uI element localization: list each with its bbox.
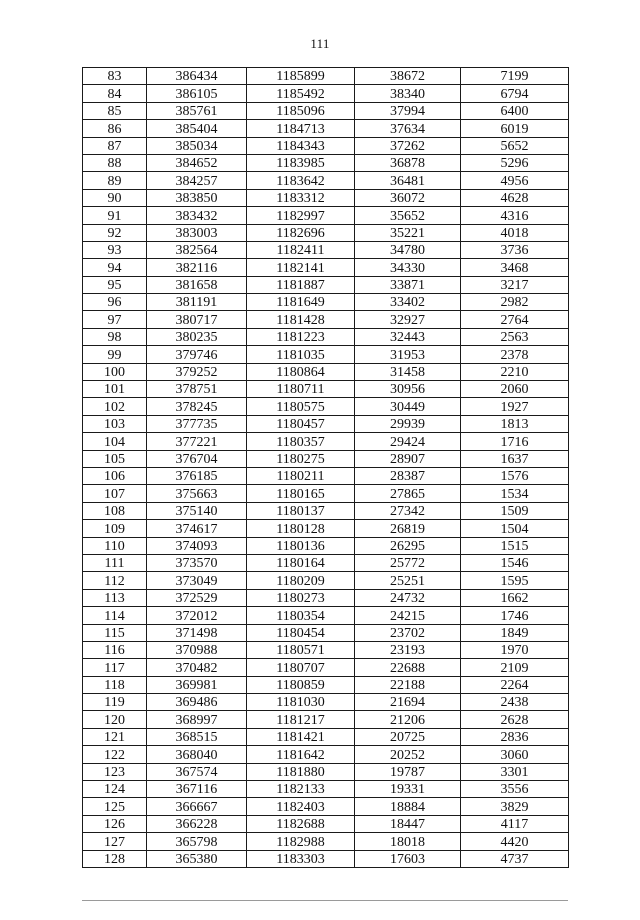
value-d-cell: 1970 xyxy=(461,641,569,658)
value-a-cell: 378245 xyxy=(147,398,247,415)
value-c-cell: 17603 xyxy=(355,850,461,867)
value-a-cell: 381658 xyxy=(147,276,247,293)
value-d-cell: 2378 xyxy=(461,346,569,363)
value-a-cell: 376185 xyxy=(147,467,247,484)
table-row xyxy=(83,467,569,484)
row-index-cell: 125 xyxy=(83,798,147,815)
value-d-cell: 3060 xyxy=(461,746,569,763)
value-d-cell: 3301 xyxy=(461,763,569,780)
row-index-cell: 127 xyxy=(83,833,147,850)
value-a-cell: 367574 xyxy=(147,763,247,780)
table-row xyxy=(83,728,569,745)
table-row xyxy=(83,554,569,571)
table-row xyxy=(83,537,569,554)
table-row xyxy=(83,294,569,311)
value-a-cell: 378751 xyxy=(147,381,247,398)
value-d-cell: 2982 xyxy=(461,294,569,311)
value-a-cell: 366228 xyxy=(147,815,247,832)
value-a-cell: 380235 xyxy=(147,328,247,345)
page-number: 111 xyxy=(310,36,330,51)
table-row xyxy=(83,154,569,171)
value-a-cell: 365798 xyxy=(147,833,247,850)
row-index-cell: 97 xyxy=(83,311,147,328)
value-c-cell: 36481 xyxy=(355,172,461,189)
value-d-cell: 3556 xyxy=(461,781,569,798)
value-b-cell: 1185899 xyxy=(247,68,355,85)
table-row xyxy=(83,641,569,658)
value-c-cell: 24215 xyxy=(355,607,461,624)
row-index-cell: 110 xyxy=(83,537,147,554)
row-index-cell: 105 xyxy=(83,450,147,467)
value-b-cell: 1180136 xyxy=(247,537,355,554)
row-index-cell: 101 xyxy=(83,381,147,398)
value-c-cell: 19787 xyxy=(355,763,461,780)
value-b-cell: 1180711 xyxy=(247,381,355,398)
value-b-cell: 1180707 xyxy=(247,659,355,676)
row-index-cell: 106 xyxy=(83,467,147,484)
value-a-cell: 379252 xyxy=(147,363,247,380)
row-index-cell: 86 xyxy=(83,120,147,137)
value-b-cell: 1182688 xyxy=(247,815,355,832)
value-b-cell: 1180165 xyxy=(247,485,355,502)
row-index-cell: 118 xyxy=(83,676,147,693)
value-b-cell: 1181217 xyxy=(247,711,355,728)
value-a-cell: 372012 xyxy=(147,607,247,624)
value-a-cell: 374093 xyxy=(147,537,247,554)
value-c-cell: 20725 xyxy=(355,728,461,745)
value-c-cell: 18884 xyxy=(355,798,461,815)
value-a-cell: 375140 xyxy=(147,502,247,519)
value-b-cell: 1180354 xyxy=(247,607,355,624)
value-d-cell: 6794 xyxy=(461,85,569,102)
row-index-cell: 102 xyxy=(83,398,147,415)
value-b-cell: 1183985 xyxy=(247,154,355,171)
value-b-cell: 1182997 xyxy=(247,207,355,224)
value-a-cell: 368515 xyxy=(147,728,247,745)
row-index-cell: 90 xyxy=(83,189,147,206)
value-c-cell: 34330 xyxy=(355,259,461,276)
data-table-container xyxy=(82,67,568,868)
row-index-cell: 120 xyxy=(83,711,147,728)
value-a-cell: 377221 xyxy=(147,433,247,450)
value-a-cell: 371498 xyxy=(147,624,247,641)
value-c-cell: 21694 xyxy=(355,694,461,711)
value-c-cell: 18018 xyxy=(355,833,461,850)
value-a-cell: 373570 xyxy=(147,554,247,571)
table-row xyxy=(83,276,569,293)
value-b-cell: 1180571 xyxy=(247,641,355,658)
value-a-cell: 367116 xyxy=(147,781,247,798)
row-index-cell: 128 xyxy=(83,850,147,867)
value-d-cell: 4420 xyxy=(461,833,569,850)
row-index-cell: 109 xyxy=(83,520,147,537)
value-b-cell: 1181642 xyxy=(247,746,355,763)
value-d-cell: 1637 xyxy=(461,450,569,467)
value-c-cell: 33402 xyxy=(355,294,461,311)
value-c-cell: 26295 xyxy=(355,537,461,554)
row-index-cell: 89 xyxy=(83,172,147,189)
row-index-cell: 95 xyxy=(83,276,147,293)
value-a-cell: 385034 xyxy=(147,137,247,154)
value-d-cell: 1716 xyxy=(461,433,569,450)
table-row xyxy=(83,415,569,432)
value-d-cell: 2060 xyxy=(461,381,569,398)
table-row xyxy=(83,572,569,589)
value-c-cell: 34780 xyxy=(355,241,461,258)
table-row xyxy=(83,259,569,276)
value-a-cell: 384257 xyxy=(147,172,247,189)
value-b-cell: 1182696 xyxy=(247,224,355,241)
value-c-cell: 29939 xyxy=(355,415,461,432)
value-b-cell: 1183303 xyxy=(247,850,355,867)
row-index-cell: 92 xyxy=(83,224,147,241)
table-row xyxy=(83,502,569,519)
value-b-cell: 1181035 xyxy=(247,346,355,363)
value-d-cell: 3468 xyxy=(461,259,569,276)
row-index-cell: 84 xyxy=(83,85,147,102)
row-index-cell: 83 xyxy=(83,68,147,85)
table-body xyxy=(83,68,569,868)
value-b-cell: 1180859 xyxy=(247,676,355,693)
value-b-cell: 1180128 xyxy=(247,520,355,537)
value-b-cell: 1183642 xyxy=(247,172,355,189)
value-d-cell: 6400 xyxy=(461,102,569,119)
value-b-cell: 1180209 xyxy=(247,572,355,589)
table-row xyxy=(83,68,569,85)
value-a-cell: 383003 xyxy=(147,224,247,241)
value-c-cell: 33871 xyxy=(355,276,461,293)
value-b-cell: 1180137 xyxy=(247,502,355,519)
table-row xyxy=(83,363,569,380)
value-a-cell: 382116 xyxy=(147,259,247,276)
table-row xyxy=(83,311,569,328)
value-a-cell: 376704 xyxy=(147,450,247,467)
value-a-cell: 375663 xyxy=(147,485,247,502)
value-c-cell: 35652 xyxy=(355,207,461,224)
row-index-cell: 113 xyxy=(83,589,147,606)
row-index-cell: 104 xyxy=(83,433,147,450)
value-c-cell: 38672 xyxy=(355,68,461,85)
value-a-cell: 370988 xyxy=(147,641,247,658)
row-index-cell: 115 xyxy=(83,624,147,641)
value-c-cell: 23193 xyxy=(355,641,461,658)
value-b-cell: 1181649 xyxy=(247,294,355,311)
value-d-cell: 1576 xyxy=(461,467,569,484)
value-c-cell: 36878 xyxy=(355,154,461,171)
value-a-cell: 380717 xyxy=(147,311,247,328)
table-row xyxy=(83,398,569,415)
value-d-cell: 1534 xyxy=(461,485,569,502)
value-d-cell: 6019 xyxy=(461,120,569,137)
table-row xyxy=(83,520,569,537)
value-b-cell: 1180864 xyxy=(247,363,355,380)
value-a-cell: 386105 xyxy=(147,85,247,102)
table-row xyxy=(83,85,569,102)
value-b-cell: 1181223 xyxy=(247,328,355,345)
row-index-cell: 98 xyxy=(83,328,147,345)
value-d-cell: 7199 xyxy=(461,68,569,85)
value-d-cell: 4628 xyxy=(461,189,569,206)
value-c-cell: 37262 xyxy=(355,137,461,154)
value-a-cell: 379746 xyxy=(147,346,247,363)
value-c-cell: 27342 xyxy=(355,502,461,519)
table-row xyxy=(83,746,569,763)
value-b-cell: 1180454 xyxy=(247,624,355,641)
row-index-cell: 99 xyxy=(83,346,147,363)
table-row xyxy=(83,450,569,467)
value-c-cell: 28387 xyxy=(355,467,461,484)
value-a-cell: 385404 xyxy=(147,120,247,137)
value-a-cell: 369981 xyxy=(147,676,247,693)
value-a-cell: 381191 xyxy=(147,294,247,311)
value-d-cell: 2836 xyxy=(461,728,569,745)
value-d-cell: 4117 xyxy=(461,815,569,832)
value-c-cell: 20252 xyxy=(355,746,461,763)
table-row xyxy=(83,815,569,832)
value-c-cell: 29424 xyxy=(355,433,461,450)
value-a-cell: 372529 xyxy=(147,589,247,606)
table-row xyxy=(83,172,569,189)
table-row xyxy=(83,433,569,450)
value-c-cell: 30956 xyxy=(355,381,461,398)
value-c-cell: 32927 xyxy=(355,311,461,328)
value-b-cell: 1182403 xyxy=(247,798,355,815)
value-c-cell: 18447 xyxy=(355,815,461,832)
table-row xyxy=(83,659,569,676)
row-index-cell: 121 xyxy=(83,728,147,745)
value-b-cell: 1181880 xyxy=(247,763,355,780)
value-b-cell: 1181030 xyxy=(247,694,355,711)
table-row xyxy=(83,485,569,502)
value-d-cell: 3736 xyxy=(461,241,569,258)
value-d-cell: 2438 xyxy=(461,694,569,711)
value-c-cell: 37994 xyxy=(355,102,461,119)
table-row xyxy=(83,137,569,154)
value-a-cell: 369486 xyxy=(147,694,247,711)
value-c-cell: 24732 xyxy=(355,589,461,606)
value-c-cell: 26819 xyxy=(355,520,461,537)
value-a-cell: 383850 xyxy=(147,189,247,206)
value-b-cell: 1182141 xyxy=(247,259,355,276)
table-row xyxy=(83,102,569,119)
table-row xyxy=(83,328,569,345)
value-b-cell: 1181428 xyxy=(247,311,355,328)
row-index-cell: 124 xyxy=(83,781,147,798)
value-b-cell: 1181421 xyxy=(247,728,355,745)
value-b-cell: 1182988 xyxy=(247,833,355,850)
table-row xyxy=(83,711,569,728)
value-a-cell: 386434 xyxy=(147,68,247,85)
value-c-cell: 25251 xyxy=(355,572,461,589)
value-d-cell: 3829 xyxy=(461,798,569,815)
value-d-cell: 1746 xyxy=(461,607,569,624)
value-c-cell: 31953 xyxy=(355,346,461,363)
row-index-cell: 91 xyxy=(83,207,147,224)
value-c-cell: 38340 xyxy=(355,85,461,102)
row-index-cell: 87 xyxy=(83,137,147,154)
table-row xyxy=(83,207,569,224)
row-index-cell: 126 xyxy=(83,815,147,832)
table-row xyxy=(83,694,569,711)
value-b-cell: 1182411 xyxy=(247,241,355,258)
data-table xyxy=(82,67,569,868)
value-a-cell: 370482 xyxy=(147,659,247,676)
value-c-cell: 35221 xyxy=(355,224,461,241)
value-b-cell: 1180457 xyxy=(247,415,355,432)
row-index-cell: 123 xyxy=(83,763,147,780)
row-index-cell: 119 xyxy=(83,694,147,711)
value-b-cell: 1180275 xyxy=(247,450,355,467)
value-d-cell: 1509 xyxy=(461,502,569,519)
value-d-cell: 4316 xyxy=(461,207,569,224)
row-index-cell: 114 xyxy=(83,607,147,624)
row-index-cell: 116 xyxy=(83,641,147,658)
value-d-cell: 2764 xyxy=(461,311,569,328)
value-a-cell: 385761 xyxy=(147,102,247,119)
value-d-cell: 2628 xyxy=(461,711,569,728)
row-index-cell: 112 xyxy=(83,572,147,589)
table-row xyxy=(83,381,569,398)
value-c-cell: 22188 xyxy=(355,676,461,693)
value-a-cell: 368997 xyxy=(147,711,247,728)
value-b-cell: 1184713 xyxy=(247,120,355,137)
value-d-cell: 5652 xyxy=(461,137,569,154)
value-c-cell: 25772 xyxy=(355,554,461,571)
value-c-cell: 36072 xyxy=(355,189,461,206)
row-index-cell: 93 xyxy=(83,241,147,258)
value-d-cell: 2563 xyxy=(461,328,569,345)
value-d-cell: 1927 xyxy=(461,398,569,415)
value-d-cell: 4737 xyxy=(461,850,569,867)
value-b-cell: 1180164 xyxy=(247,554,355,571)
value-a-cell: 382564 xyxy=(147,241,247,258)
value-b-cell: 1180273 xyxy=(247,589,355,606)
row-index-cell: 96 xyxy=(83,294,147,311)
value-b-cell: 1185492 xyxy=(247,85,355,102)
value-c-cell: 31458 xyxy=(355,363,461,380)
row-index-cell: 107 xyxy=(83,485,147,502)
value-d-cell: 2264 xyxy=(461,676,569,693)
row-index-cell: 108 xyxy=(83,502,147,519)
value-d-cell: 1595 xyxy=(461,572,569,589)
value-d-cell: 4956 xyxy=(461,172,569,189)
table-row xyxy=(83,624,569,641)
value-d-cell: 5296 xyxy=(461,154,569,171)
value-d-cell: 1662 xyxy=(461,589,569,606)
table-row xyxy=(83,189,569,206)
value-d-cell: 4018 xyxy=(461,224,569,241)
table-row xyxy=(83,241,569,258)
table-row xyxy=(83,763,569,780)
value-c-cell: 27865 xyxy=(355,485,461,502)
table-row xyxy=(83,676,569,693)
row-index-cell: 122 xyxy=(83,746,147,763)
value-c-cell: 21206 xyxy=(355,711,461,728)
bottom-rule xyxy=(82,900,568,901)
value-d-cell: 1515 xyxy=(461,537,569,554)
row-index-cell: 117 xyxy=(83,659,147,676)
row-index-cell: 88 xyxy=(83,154,147,171)
value-a-cell: 374617 xyxy=(147,520,247,537)
value-a-cell: 384652 xyxy=(147,154,247,171)
value-a-cell: 365380 xyxy=(147,850,247,867)
value-b-cell: 1185096 xyxy=(247,102,355,119)
value-d-cell: 1813 xyxy=(461,415,569,432)
value-b-cell: 1184343 xyxy=(247,137,355,154)
value-b-cell: 1182133 xyxy=(247,781,355,798)
value-d-cell: 3217 xyxy=(461,276,569,293)
table-row xyxy=(83,798,569,815)
row-index-cell: 100 xyxy=(83,363,147,380)
value-d-cell: 2109 xyxy=(461,659,569,676)
value-a-cell: 377735 xyxy=(147,415,247,432)
row-index-cell: 85 xyxy=(83,102,147,119)
value-c-cell: 22688 xyxy=(355,659,461,676)
value-a-cell: 383432 xyxy=(147,207,247,224)
row-index-cell: 94 xyxy=(83,259,147,276)
value-d-cell: 2210 xyxy=(461,363,569,380)
value-b-cell: 1180575 xyxy=(247,398,355,415)
table-row xyxy=(83,589,569,606)
table-row xyxy=(83,607,569,624)
value-c-cell: 23702 xyxy=(355,624,461,641)
value-a-cell: 368040 xyxy=(147,746,247,763)
table-row xyxy=(83,120,569,137)
table-row xyxy=(83,850,569,867)
table-row xyxy=(83,833,569,850)
value-d-cell: 1504 xyxy=(461,520,569,537)
row-index-cell: 103 xyxy=(83,415,147,432)
table-row xyxy=(83,224,569,241)
value-d-cell: 1546 xyxy=(461,554,569,571)
value-c-cell: 19331 xyxy=(355,781,461,798)
value-d-cell: 1849 xyxy=(461,624,569,641)
value-b-cell: 1183312 xyxy=(247,189,355,206)
row-index-cell: 111 xyxy=(83,554,147,571)
value-c-cell: 37634 xyxy=(355,120,461,137)
value-b-cell: 1180211 xyxy=(247,467,355,484)
value-a-cell: 366667 xyxy=(147,798,247,815)
value-c-cell: 32443 xyxy=(355,328,461,345)
table-row xyxy=(83,781,569,798)
table-row xyxy=(83,346,569,363)
value-c-cell: 30449 xyxy=(355,398,461,415)
value-b-cell: 1181887 xyxy=(247,276,355,293)
value-b-cell: 1180357 xyxy=(247,433,355,450)
value-a-cell: 373049 xyxy=(147,572,247,589)
value-c-cell: 28907 xyxy=(355,450,461,467)
